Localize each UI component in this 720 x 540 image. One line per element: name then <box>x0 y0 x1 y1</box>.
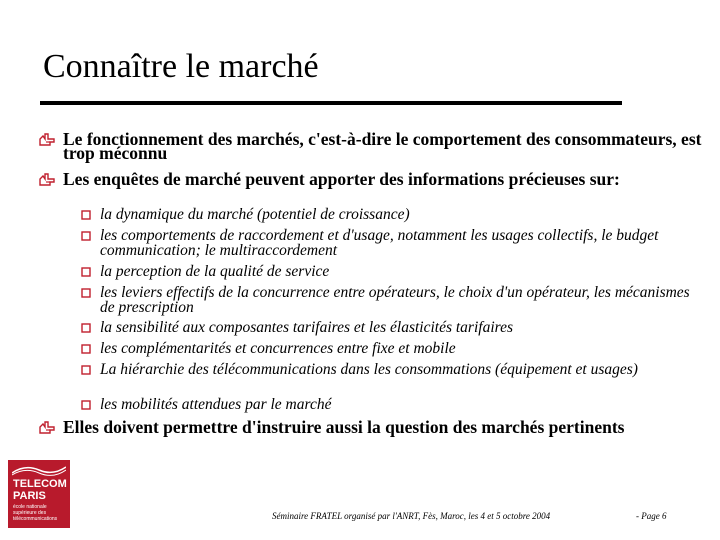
square-checkbox-bullet-icon <box>81 267 91 277</box>
bullet-2 <box>63 169 703 189</box>
sub-bullet-2 <box>100 228 700 258</box>
sub-bullet-8 <box>100 397 700 412</box>
sub-bullet-4 <box>100 285 700 315</box>
finger-pointing-bullet-icon <box>39 173 55 187</box>
sub-bullet-5 <box>100 320 700 335</box>
square-checkbox-bullet-icon <box>81 323 91 333</box>
logo-subtitle <box>13 504 57 522</box>
footer-event: Séminaire FRATEL organisé par l'ANRT, Fès, Maroc, les 4 et 5 octobre 2004 <box>272 511 551 521</box>
sub-bullet-8-text: les mobilités attendues par le marché <box>100 396 332 413</box>
logo-line-1: TELECOM <box>13 478 67 490</box>
bullet-3-text: Elles doivent permettre d'instruire aussi la question des marchés pertinents <box>63 417 625 437</box>
logo-sub-1: école nationale <box>13 504 47 510</box>
sub-bullet-2-text: les comportements de raccordement et d'usage, notamment les usages collectifs, le budget communication; le multiraccordement <box>100 227 659 259</box>
sub-bullet-5-text: la sensibilité aux composantes tarifaires et les élasticités tarifaires <box>100 319 514 336</box>
bullet-1-text: Le fonctionnement des marchés, c'est-à-dire le comportement des consommateurs, est trop méconnu <box>63 129 702 163</box>
sub-bullet-6 <box>100 341 700 356</box>
slide-title: Connaître le marché <box>43 48 319 85</box>
logo-wave-icon <box>12 464 66 476</box>
square-checkbox-bullet-icon <box>81 231 91 241</box>
sub-bullet-1 <box>100 207 700 222</box>
bullet-2-text: Les enquêtes de marché peuvent apporter des informations précieuses sur: <box>63 169 620 189</box>
bullet-3 <box>63 417 703 437</box>
telecom-paris-logo <box>8 460 70 528</box>
square-checkbox-bullet-icon <box>81 365 91 375</box>
finger-pointing-bullet-icon <box>39 421 55 435</box>
title-underline <box>40 101 622 105</box>
sub-bullet-7-text: La hiérarchie des télécommunications dans les consommations (équipement et usages) <box>100 361 638 378</box>
square-checkbox-bullet-icon <box>81 400 91 410</box>
logo-sub-2: supérieure des <box>13 510 47 516</box>
logo-name <box>13 478 67 502</box>
sub-bullet-6-text: les complémentarités et concurrences entre fixe et mobile <box>100 340 456 357</box>
footer-page-number: - Page 6 <box>636 511 667 521</box>
logo-line-2: PARIS <box>13 490 46 502</box>
square-checkbox-bullet-icon <box>81 210 91 220</box>
bullet-1 <box>63 129 703 163</box>
square-checkbox-bullet-icon <box>81 288 91 298</box>
sub-bullet-7 <box>100 362 700 377</box>
sub-bullet-1-text: la dynamique du marché (potentiel de croissance) <box>100 206 410 223</box>
sub-bullet-3 <box>100 264 700 279</box>
finger-pointing-bullet-icon <box>39 133 55 147</box>
sub-bullet-3-text: la perception de la qualité de service <box>100 263 330 280</box>
square-checkbox-bullet-icon <box>81 344 91 354</box>
logo-sub-3: télécommunications <box>13 516 58 522</box>
sub-bullet-4-text: les leviers effectifs de la concurrence entre opérateurs, le choix d'un opérateur, les mécanismes de prescription <box>100 284 690 316</box>
